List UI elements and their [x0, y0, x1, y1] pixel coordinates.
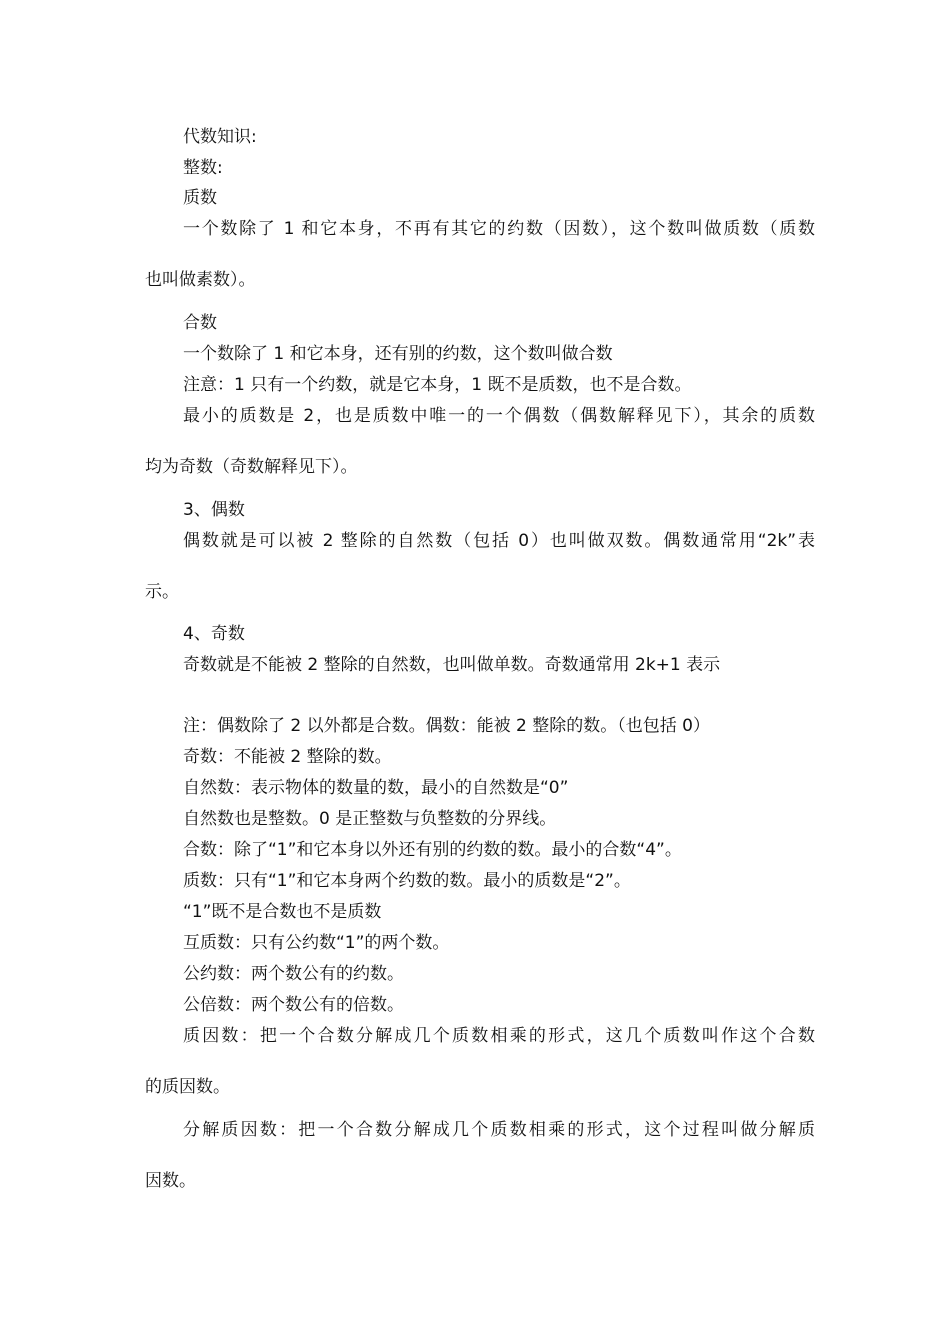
paragraph-coprime: 互质数：只有公约数“1”的两个数。: [183, 933, 450, 953]
paragraph-composite-definition: 一个数除了 1 和它本身，还有别的约数，这个数叫做合数: [183, 344, 613, 364]
paragraph-composite-short: 合数：除了“1”和它本身以外还有别的约数的数。最小的合数“4”。: [183, 840, 682, 860]
paragraph-even-definition: 偶数就是可以被 2 整除的自然数（包括 0）也叫做双数。偶数通常用“2k”表: [183, 531, 815, 551]
paragraph-prime-factor: 质因数：把一个合数分解成几个质数相乘的形式，这几个质数叫作这个合数: [183, 1026, 815, 1046]
heading-composite-numbers: 合数: [183, 313, 217, 333]
paragraph-common-multiple: 公倍数：两个数公有的倍数。: [183, 995, 404, 1015]
paragraph-odd-short: 奇数：不能被 2 整除的数。: [183, 747, 392, 767]
heading-prime-numbers: 质数: [183, 188, 217, 208]
paragraph-factorization-continued: 因数。: [145, 1171, 196, 1191]
paragraph-note-one: 注意：1 只有一个约数，就是它本身，1 既不是质数，也不是合数。: [183, 375, 692, 395]
paragraph-smallest-prime: 最小的质数是 2，也是质数中唯一的一个偶数（偶数解释见下），其余的质数: [183, 406, 815, 426]
paragraph-prime-definition-continued: 也叫做素数）。: [145, 270, 256, 290]
paragraph-factorization: 分解质因数：把一个合数分解成几个质数相乘的形式，这个过程叫做分解质: [183, 1120, 815, 1140]
paragraph-one-neither: “1”既不是合数也不是质数: [183, 902, 382, 922]
paragraph-even-definition-continued: 示。: [145, 582, 179, 602]
paragraph-prime-short: 质数：只有“1”和它本身两个约数的数。最小的质数是“2”。: [183, 871, 631, 891]
heading-integers: 整数:: [183, 158, 223, 178]
paragraph-note-even: 注：偶数除了 2 以外都是合数。偶数：能被 2 整除的数。（也包括 0）: [183, 716, 710, 736]
paragraph-odd-definition: 奇数就是不能被 2 整除的自然数，也叫做单数。奇数通常用 2k+1 表示: [183, 655, 721, 675]
heading-even-numbers: 3、偶数: [183, 500, 245, 520]
paragraph-smallest-prime-continued: 均为奇数（奇数解释见下）。: [145, 457, 358, 477]
paragraph-common-divisor: 公约数：两个数公有的约数。: [183, 964, 404, 984]
paragraph-prime-factor-continued: 的质因数。: [145, 1077, 230, 1097]
heading-algebra-knowledge: 代数知识:: [183, 127, 257, 147]
paragraph-natural-numbers: 自然数：表示物体的数量的数，最小的自然数是“0”: [183, 778, 569, 798]
paragraph-natural-integers: 自然数也是整数。0 是正整数与负整数的分界线。: [183, 809, 557, 829]
paragraph-prime-definition: 一个数除了 1 和它本身，不再有其它的约数（因数），这个数叫做质数（质数: [183, 219, 815, 239]
heading-odd-numbers: 4、奇数: [183, 624, 245, 644]
